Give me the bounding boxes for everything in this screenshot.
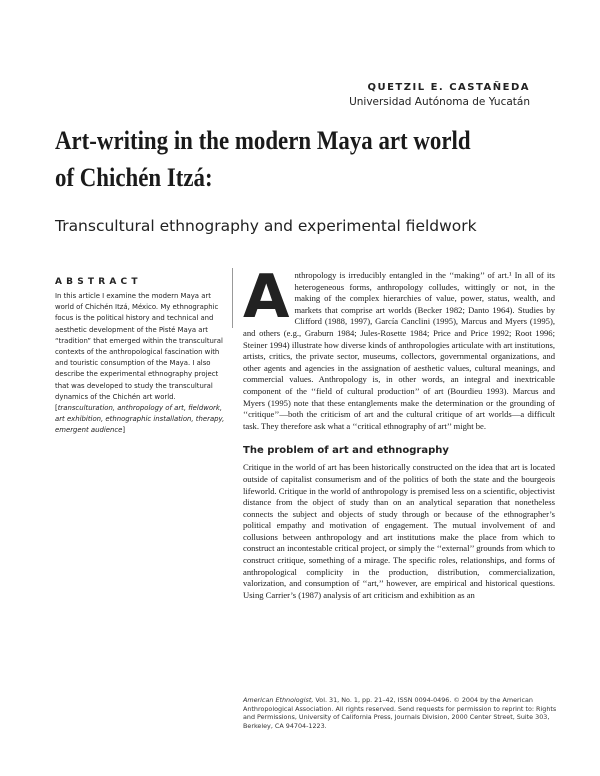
main-column xyxy=(243,262,555,601)
abstract-keywords: transculturation, anthropology of art, fieldwork, art exhibition, ethnographic installation, therapy, emergent audience xyxy=(55,404,225,435)
journal-name: American Ethnologist, xyxy=(243,696,314,704)
abstract-text: In this article I examine the modern Maya art world of Chichén Itzá, México. My ethnographic focus is the political history and technical and aesthetic development of the Pisté Maya art “tradition” that emerged within the transcultural contexts of the anthropological fascination with and touristic consumption of the Maya. I also describe the experimental ethnography project that was developed to study the transcultural dynamics of the Chichén art world. [ xyxy=(55,292,223,413)
section-paragraph: Critique in the world of art has been historically constructed on the idea that art is located outside of capitalist consumerism and of the politics of both the state and the bourgeois lifeworld. Critique in the world of anthropology is premised less on a scientific, objectivist distance from the object of study than on an analytical separation that nonetheless connects the subject and objects of study through or because of the ethnographer’s political empathy and motivation of engagement. The mutual involvement of and collusions between anthropology and art institutions make the place from which to construct an incontestable critical project, or simply the ‘‘external’’ grounds from which to construct critique, something of a mirage. The specific roles, relationships, and forms of anthropological complicity in the production, distribution, commercialization, valorization, and consumption of ‘‘art,’’ however, are empirical and historical questions. Using Carrier’s (1987) analysis of art criticism and exhibition as an xyxy=(243,462,555,600)
author-block xyxy=(349,82,530,108)
article-subtitle: Transcultural ethnography and experimental fieldwork xyxy=(55,217,477,235)
abstract-body xyxy=(55,291,225,437)
section-heading: The problem of art and ethnography xyxy=(243,445,449,457)
abstract-close-bracket: ] xyxy=(122,426,126,435)
column-divider xyxy=(232,268,233,328)
intro-paragraph xyxy=(243,262,555,432)
publication-footnote xyxy=(243,696,563,730)
abstract-section xyxy=(55,277,225,437)
article-title xyxy=(55,122,495,196)
article-title-line-2: of Chichén Itzá: xyxy=(55,163,213,192)
drop-cap: A xyxy=(243,262,290,332)
author-affiliation: Universidad Autónoma de Yucatán xyxy=(349,96,530,108)
abstract-heading: ABSTRACT xyxy=(55,277,142,287)
author-name: QUETZIL E. CASTAÑEDA xyxy=(367,82,530,93)
article-title-line-1: Art-writing in the modern Maya art world xyxy=(55,126,471,155)
footnote-text: Vol. 31, No. 1, pp. 21–42, ISSN 0094-0496. © 2004 by the American Anthropological Association. All rights reserved. Send requests for permission to reprint to: Rights and Permissions, University of California Press, Journals Division, 2000 Center Street, Suite 303, Berkeley, CA 94704-1223. xyxy=(243,696,557,730)
intro-text: nthropology is irreducibly entangled in the ‘‘making’’ of art.¹ In all of its heterogeneous forms, anthropology colludes, wittingly or not, in the making of the complex hierarchies of value, power, status, wealth, and markets that comprise art worlds (Becker 1982; Danto 1964). Studies by Clifford (1988, 1997), García Canclini (1995), Marcus and Myers (1995), and others (e.g., Graburn 1984; Jules-Rosette 1984; Price and Price 1992; Root 1996; Steiner 1994) illustrate how diverse kinds of anthropologies articulate with art institutions, artists, critics, the private sector, museums, collectors, governmental organizations, and other agents and agencies in the assignation of aesthetic values, cultural meanings, and commercial values. Anthropology is, in other words, an integral and inextricable component of the ‘‘field of cultural production’’ of art (Bourdieu 1993). Marcus and Myers (1995) note that these entanglements make the determination or the grounding of ‘‘critique’’—both the criticism of art and the cultural critique of art worlds—a difficult task. They therefore ask what a ‘‘critical ethnography of art’’ might be. xyxy=(243,270,555,431)
